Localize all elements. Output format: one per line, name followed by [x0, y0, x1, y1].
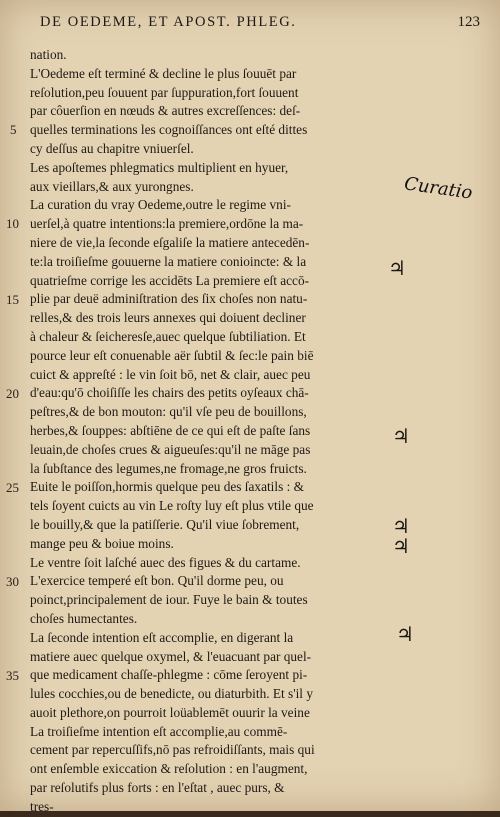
text-line: La ſeconde intention eſt accomplie, en digerant la — [30, 629, 294, 645]
handwritten-marginal-note: Curatio — [402, 173, 474, 204]
text-line: relles,& des trois leurs annexes qui doiuent decliner — [30, 310, 306, 326]
ink-mark-icon: ♃ — [388, 256, 406, 280]
page-number: 123 — [457, 14, 480, 30]
text-line: le bouilly,& que la patiſſerie. Qu'il viue ſobrement, — [30, 516, 300, 532]
text-line: quelles terminations les cognoiſſances ont eſté dittes — [30, 122, 308, 138]
text-line: la ſubſtance des legumes,ne fromage,ne gros fruicts. — [30, 460, 307, 476]
text-line: auoit plethore,on pourroit loüablemēt ouurir la veine — [30, 704, 310, 720]
ink-mark-icon: ♃ — [392, 424, 410, 448]
text-line: choſes humectantes. — [30, 610, 138, 626]
text-line: cuict & appreſté : le vin ſoit bō, net & clair, auec peu — [30, 366, 311, 382]
text-line: leuain,de choſes crues & aigueuſes:qu'il ne māge pas — [30, 441, 311, 457]
text-line: cy deſſus au chapitre vniuerſel. — [30, 140, 194, 156]
text-line: d'eau:qu'ō choiſiſſe les chairs des petits oyſeaux chā- — [30, 385, 309, 401]
text-line: reſolution,peu ſouuent par ſuppuration,fort ſouuent — [30, 84, 299, 100]
text-line: ont enſemble exiccation & reſolution : en l'augment, — [30, 761, 308, 777]
text-line: L'exercice temperé eſt bon. Qu'il dorme peu, ou — [30, 573, 284, 589]
text-line: tels ſoyent cuicts au vin Le roſty luy eſt plus vtile que — [30, 498, 314, 514]
running-title: DE OEDEME, ET APOST. PHLEG. — [40, 14, 297, 30]
text-line: lules cocchies,ou de benedicte, ou diaturbith. Et s'il y — [30, 686, 313, 702]
text-line: Les apoſtemes phlegmatics multiplient en hyuer, — [30, 159, 289, 175]
text-line: à chaleur & ſeicheresſe,auec quelque ſubtiliation. Et — [30, 328, 306, 344]
text-line: nation. — [30, 47, 67, 62]
text-line: que medicament chaſſe-phlegme : cōme ſeroyent pi- — [30, 667, 308, 683]
text-line: L'Oedeme eſt terminé & decline le plus ſouuēt par — [30, 65, 297, 81]
line-number-5: 5 — [10, 122, 17, 137]
line-number-10: 10 — [6, 216, 19, 231]
line-number-25: 25 — [6, 480, 19, 495]
text-line: uerſel,à quatre intentions:la premiere,ordōne la ma- — [30, 216, 304, 232]
text-line: matiere auec quelque oxymel, & l'euacuant par quel- — [30, 648, 312, 664]
text-line: La curation du vray Oedeme,outre le regime vni- — [30, 197, 291, 213]
text-line: par côuerſion en nœuds & autres excreſſences: deſ- — [30, 103, 301, 119]
text-line: te:la troiſieſme gouuerne la matiere conioincte: & la — [30, 253, 307, 269]
text-line: tres- — [30, 798, 54, 814]
line-number-35: 35 — [6, 668, 19, 683]
text-line: aux vieillars,& aux yurongnes. — [30, 178, 194, 194]
line-number-20: 20 — [6, 386, 19, 401]
ink-mark-icon: ♃ — [392, 534, 410, 558]
text-line: Euite le poiſſon,hormis quelque peu des ſaxatils : & — [30, 479, 304, 495]
text-line: pource leur eſt conuenable aër ſubtil & ſec:le pain biē — [30, 347, 314, 363]
ink-mark-icon: ♃ — [392, 514, 410, 538]
text-line: Le ventre ſoit laſché auec des figues & du cartame. — [30, 554, 301, 570]
line-number-30: 30 — [6, 574, 19, 589]
text-line: cement par repercuſſifs,nō pas refroidiſſants, mais qui — [30, 742, 315, 758]
line-number-15: 15 — [6, 292, 19, 307]
text-line: mange peu & boiue moins. — [30, 535, 174, 551]
text-line: par reſolutifs plus forts : en l'eſtat , auec purs, & — [30, 780, 285, 796]
text-line: poinct,principalement de iour. Fuye le bain & toutes — [30, 592, 308, 608]
body-text — [30, 46, 390, 817]
ink-mark-icon: ♃ — [396, 622, 414, 646]
text-line: quatrieſme corrige les accidēts La premiere eſt accō- — [30, 272, 310, 288]
page-header — [40, 14, 480, 38]
text-line: plie par deuë adminiſtration des ſix choſes non natu- — [30, 291, 308, 307]
text-line: La troiſieſme intention eſt accomplie,au commē- — [30, 723, 288, 739]
text-line: peſtres,& de bon mouton: qu'il vſe peu de bouillons, — [30, 404, 307, 420]
text-line: niere de vie,la ſeconde eſgaliſe la matiere antecedēn- — [30, 234, 310, 250]
text-line: herbes,& ſouppes: abſtiēne de ce qui eſt de paſte ſans — [30, 422, 311, 438]
